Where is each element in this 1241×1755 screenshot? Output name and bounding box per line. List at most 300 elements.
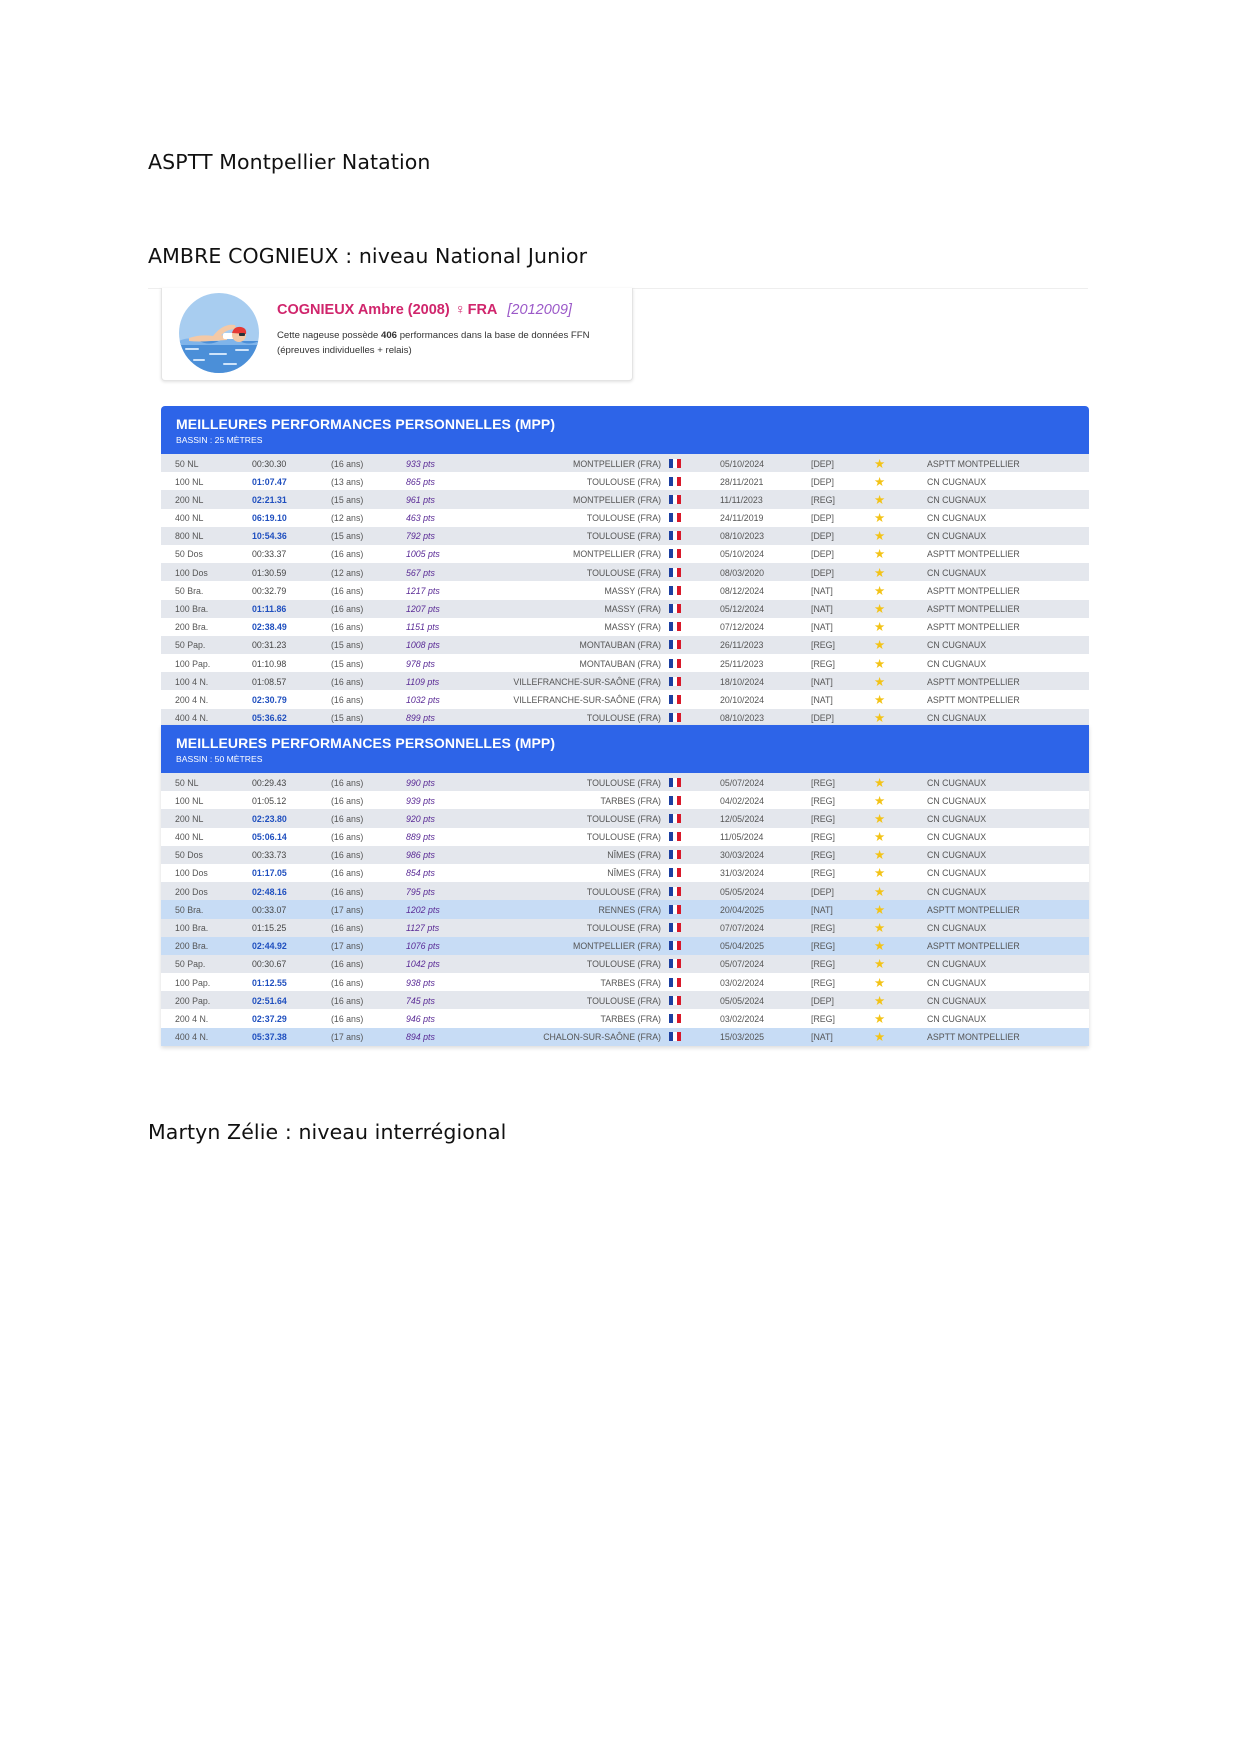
meet-city: RENNES (FRA) <box>598 904 661 915</box>
france-flag-icon <box>669 814 681 823</box>
swimmer-age: (16 ans) <box>331 850 364 861</box>
event-time[interactable]: 02:30.79 <box>252 694 287 705</box>
event-name: 200 4 N. <box>175 1013 209 1024</box>
meet-date: 07/12/2024 <box>720 622 765 633</box>
mpp-rows <box>161 773 1089 1046</box>
club-name: CN CUGNAUX <box>927 959 987 970</box>
swimmer-age: (17 ans) <box>331 941 364 952</box>
france-flag-icon <box>669 531 681 540</box>
performance-row[interactable] <box>161 937 1089 955</box>
meet-level: [REG] <box>811 977 835 988</box>
points: 939 pts <box>406 795 435 806</box>
performance-row[interactable] <box>161 1028 1089 1046</box>
france-flag-icon <box>669 495 681 504</box>
performance-row[interactable] <box>161 973 1089 991</box>
meet-city: MASSY (FRA) <box>604 585 661 596</box>
swimmer-age: (13 ans) <box>331 476 364 487</box>
meet-level: [DEP] <box>811 995 834 1006</box>
event-time[interactable]: 05:06.14 <box>252 832 287 843</box>
event-time[interactable]: 01:10.98 <box>252 658 287 669</box>
star-icon: ★ <box>874 529 886 544</box>
meet-city: NÎMES (FRA) <box>607 850 661 861</box>
club-name: CN CUGNAUX <box>927 886 987 897</box>
performance-row[interactable] <box>161 490 1089 508</box>
club-name: CN CUGNAUX <box>927 795 987 806</box>
meet-city: MASSY (FRA) <box>604 622 661 633</box>
points: 1032 pts <box>406 694 440 705</box>
event-time[interactable]: 02:38.49 <box>252 622 287 633</box>
event-time[interactable]: 02:21.31 <box>252 494 287 505</box>
meet-date: 05/12/2024 <box>720 604 765 614</box>
star-icon: ★ <box>874 993 886 1008</box>
performance-row[interactable] <box>161 509 1089 527</box>
pool-size: BASSIN : 25 MÈTRES <box>176 435 263 445</box>
meet-city: TOULOUSE (FRA) <box>586 567 661 578</box>
event-name: 100 Dos <box>175 868 208 879</box>
event-time[interactable]: 02:48.16 <box>252 886 287 897</box>
meet-city: MONTPELLIER (FRA) <box>573 494 661 505</box>
star-icon: ★ <box>874 775 886 790</box>
event-name: 100 NL <box>175 795 204 806</box>
club-name: CN CUGNAUX <box>927 923 987 933</box>
meet-level: [NAT] <box>811 1032 833 1043</box>
event-name: 100 Pap. <box>175 977 211 988</box>
star-icon: ★ <box>874 848 886 863</box>
meet-date: 28/11/2021 <box>720 476 764 487</box>
club-name: CN CUGNAUX <box>927 567 987 578</box>
points: 795 pts <box>406 886 435 897</box>
meet-level: [REG] <box>811 850 835 861</box>
france-flag-icon <box>669 850 681 859</box>
event-name: 50 NL <box>175 458 199 469</box>
event-name: 400 NL <box>175 513 204 524</box>
swimmer-age: (16 ans) <box>331 604 364 614</box>
points: 1005 pts <box>406 549 440 560</box>
event-name: 50 Dos <box>175 549 203 560</box>
france-flag-icon <box>669 778 681 787</box>
france-flag-icon <box>669 713 681 722</box>
event-name: 50 Bra. <box>175 585 204 596</box>
meet-date: 18/10/2024 <box>720 676 765 687</box>
meet-date: 11/05/2024 <box>720 832 764 843</box>
meet-level: [DEP] <box>811 549 834 560</box>
license-number: [2012009] <box>507 302 572 318</box>
performance-row[interactable] <box>161 882 1089 900</box>
event-name: 50 Pap. <box>175 640 206 651</box>
star-icon: ★ <box>874 456 886 471</box>
meet-city: TOULOUSE (FRA) <box>586 886 661 897</box>
meet-city: TOULOUSE (FRA) <box>586 531 661 542</box>
event-time[interactable]: 01:30.59 <box>252 567 287 578</box>
mpp-panel-25m <box>161 406 1089 727</box>
mpp-rows <box>161 454 1089 727</box>
points: 978 pts <box>406 658 435 669</box>
performance-row[interactable] <box>161 846 1089 864</box>
points: 986 pts <box>406 850 435 861</box>
swimmer-age: (15 ans) <box>331 713 364 724</box>
meet-city: MONTPELLIER (FRA) <box>573 941 661 952</box>
performance-row[interactable] <box>161 791 1089 809</box>
club-name: ASPTT MONTPELLIER <box>927 941 1020 952</box>
meet-date: 05/05/2024 <box>720 886 765 897</box>
mpp-title: MEILLEURES PERFORMANCES PERSONNELLES (MPP) <box>176 416 556 432</box>
swimmer-heading: AMBRE COGNIEUX : niveau National Junior <box>148 244 588 268</box>
event-name: 100 4 N. <box>175 676 209 687</box>
club-name: CN CUGNAUX <box>927 777 987 788</box>
swimmer-age: (16 ans) <box>331 813 364 824</box>
france-flag-icon <box>669 513 681 522</box>
meet-city: TOULOUSE (FRA) <box>586 713 661 724</box>
performance-row[interactable] <box>161 563 1089 581</box>
event-time[interactable]: 00:31.23 <box>252 640 287 651</box>
france-flag-icon <box>669 832 681 841</box>
swimmer-age: (15 ans) <box>331 658 364 669</box>
points: 567 pts <box>406 567 435 578</box>
performance-row[interactable] <box>161 454 1089 472</box>
mpp-panel-50m <box>161 725 1089 1046</box>
club-name: CN CUGNAUX <box>927 640 987 651</box>
france-flag-icon <box>669 868 681 877</box>
meet-date: 05/07/2024 <box>720 959 765 970</box>
swimmer-avatar-icon <box>179 293 259 373</box>
performance-row[interactable] <box>161 991 1089 1009</box>
star-icon: ★ <box>874 866 886 881</box>
event-name: 100 Bra. <box>175 604 209 614</box>
france-flag-icon <box>669 604 681 613</box>
performance-row[interactable] <box>161 672 1089 690</box>
meet-level: [DEP] <box>811 531 834 542</box>
club-name: CN CUGNAUX <box>927 513 987 524</box>
club-name: ASPTT MONTPELLIER <box>927 458 1020 469</box>
club-name: CN CUGNAUX <box>927 494 987 505</box>
event-time[interactable]: 00:33.73 <box>252 850 287 861</box>
star-icon: ★ <box>874 975 886 990</box>
points: 920 pts <box>406 813 435 824</box>
meet-level: [REG] <box>811 795 835 806</box>
club-name: ASPTT MONTPELLIER <box>927 604 1020 614</box>
star-icon: ★ <box>874 565 886 580</box>
meet-date: 08/03/2020 <box>720 567 765 578</box>
swimmer-age: (16 ans) <box>331 622 364 633</box>
swimmer-age: (12 ans) <box>331 513 364 524</box>
star-icon: ★ <box>874 656 886 671</box>
meet-level: [NAT] <box>811 694 833 705</box>
meet-level: [DEP] <box>811 458 834 469</box>
event-time[interactable]: 10:54.36 <box>252 531 287 542</box>
event-time[interactable]: 01:08.57 <box>252 676 287 687</box>
star-icon: ★ <box>874 583 886 598</box>
meet-level: [DEP] <box>811 713 834 724</box>
event-time[interactable]: 00:32.79 <box>252 585 287 596</box>
meet-level: [NAT] <box>811 622 833 633</box>
swimmer-name[interactable] <box>277 302 572 318</box>
meet-level: [REG] <box>811 494 835 505</box>
meet-date: 12/05/2024 <box>720 813 765 824</box>
event-name: 100 NL <box>175 476 204 487</box>
star-icon: ★ <box>874 1030 886 1045</box>
event-name: 200 Bra. <box>175 622 209 633</box>
mpp-header <box>161 406 1089 454</box>
swimmer-age: (16 ans) <box>331 977 364 988</box>
nationality: FRA <box>467 302 498 318</box>
performance-row[interactable] <box>161 864 1089 882</box>
meet-city: VILLEFRANCHE-SUR-SAÔNE (FRA) <box>513 676 661 687</box>
swimmer-age: (17 ans) <box>331 1032 364 1043</box>
event-name: 100 Pap. <box>175 658 211 669</box>
meet-city: TARBES (FRA) <box>600 1013 661 1024</box>
swimmer-age: (16 ans) <box>331 959 364 970</box>
event-time[interactable]: 00:29.43 <box>252 777 287 788</box>
meet-city: TARBES (FRA) <box>600 977 661 988</box>
meet-date: 05/07/2024 <box>720 777 765 788</box>
points: 1207 pts <box>406 604 440 614</box>
meet-city: TOULOUSE (FRA) <box>586 832 661 843</box>
event-time[interactable]: 02:51.64 <box>252 995 287 1006</box>
meet-date: 30/03/2024 <box>720 850 765 861</box>
meet-level: [NAT] <box>811 585 833 596</box>
performance-row[interactable] <box>161 828 1089 846</box>
meet-date: 05/10/2024 <box>720 549 765 560</box>
event-name: 50 Dos <box>175 850 203 861</box>
points: 933 pts <box>406 458 435 469</box>
event-name: 50 NL <box>175 777 199 788</box>
points: 1109 pts <box>406 676 440 687</box>
performance-row[interactable] <box>161 773 1089 791</box>
swimmer-age: (16 ans) <box>331 585 364 596</box>
meet-city: MASSY (FRA) <box>604 604 661 614</box>
meet-city: TARBES (FRA) <box>600 795 661 806</box>
club-name: CN CUGNAUX <box>927 850 987 861</box>
club-name: ASPTT MONTPELLIER <box>927 694 1020 705</box>
event-name: 200 NL <box>175 813 204 824</box>
meet-date: 03/02/2024 <box>720 1013 765 1024</box>
france-flag-icon <box>669 796 681 805</box>
france-flag-icon <box>669 959 681 968</box>
performance-row[interactable] <box>161 545 1089 563</box>
meet-level: [REG] <box>811 640 835 651</box>
meet-date: 05/10/2024 <box>720 458 765 469</box>
meet-date: 11/11/2023 <box>720 494 763 505</box>
france-flag-icon <box>669 622 681 631</box>
meet-level: [REG] <box>811 658 835 669</box>
france-flag-icon <box>669 978 681 987</box>
meet-date: 26/11/2023 <box>720 640 764 651</box>
event-name: 200 Bra. <box>175 941 209 952</box>
meet-level: [NAT] <box>811 604 833 614</box>
meet-level: [DEP] <box>811 513 834 524</box>
meet-city: TOULOUSE (FRA) <box>586 813 661 824</box>
event-time[interactable]: 06:19.10 <box>252 513 287 524</box>
club-name: CN CUGNAUX <box>927 658 987 669</box>
swimmer-age: (16 ans) <box>331 777 364 788</box>
meet-level: [REG] <box>811 813 835 824</box>
meet-level: [REG] <box>811 777 835 788</box>
france-flag-icon <box>669 923 681 932</box>
event-name: 200 4 N. <box>175 694 209 705</box>
france-flag-icon <box>669 887 681 896</box>
meet-level: [REG] <box>811 941 835 952</box>
meet-city: TOULOUSE (FRA) <box>586 959 661 970</box>
meet-date: 15/03/2025 <box>720 1032 765 1043</box>
performance-count: 406 <box>381 330 398 341</box>
event-time[interactable]: 01:12.55 <box>252 977 287 988</box>
desc-suffix: performances dans la base de données FFN (épreuves individuelles + relais) <box>277 330 590 356</box>
event-name: 200 Dos <box>175 886 208 897</box>
meet-city: MONTAUBAN (FRA) <box>579 640 661 651</box>
swimmer-age: (12 ans) <box>331 567 364 578</box>
france-flag-icon <box>669 1032 681 1041</box>
points: 1042 pts <box>406 959 440 970</box>
star-icon: ★ <box>874 511 886 526</box>
meet-date: 05/04/2025 <box>720 941 765 952</box>
mpp-title: MEILLEURES PERFORMANCES PERSONNELLES (MPP) <box>176 735 556 751</box>
meet-city: TOULOUSE (FRA) <box>586 923 661 933</box>
performance-row[interactable] <box>161 654 1089 672</box>
meet-level: [REG] <box>811 1013 835 1024</box>
performance-row[interactable] <box>161 690 1089 708</box>
event-time[interactable]: 00:33.07 <box>252 904 287 915</box>
club-name: CN CUGNAUX <box>927 476 987 487</box>
meet-level: [DEP] <box>811 567 834 578</box>
meet-date: 08/12/2024 <box>720 585 765 596</box>
points: 792 pts <box>406 531 435 542</box>
swimmer-age: (16 ans) <box>331 995 364 1006</box>
pool-size: BASSIN : 50 MÈTRES <box>176 754 263 764</box>
meet-level: [DEP] <box>811 476 834 487</box>
event-time[interactable]: 05:36.62 <box>252 713 287 724</box>
event-time[interactable]: 01:15.25 <box>252 923 287 933</box>
swimmer-age: (15 ans) <box>331 494 364 505</box>
performance-row[interactable] <box>161 919 1089 937</box>
france-flag-icon <box>669 941 681 950</box>
club-name: ASPTT MONTPELLIER <box>927 585 1020 596</box>
performance-row[interactable] <box>161 900 1089 918</box>
meet-city: MONTPELLIER (FRA) <box>573 549 661 560</box>
star-icon: ★ <box>874 830 886 845</box>
event-time[interactable]: 00:33.37 <box>252 549 287 560</box>
meet-date: 03/02/2024 <box>720 977 765 988</box>
points: 1076 pts <box>406 941 440 952</box>
club-name: ASPTT MONTPELLIER <box>927 904 1020 915</box>
meet-city: TOULOUSE (FRA) <box>586 777 661 788</box>
france-flag-icon <box>669 568 681 577</box>
performance-row[interactable] <box>161 618 1089 636</box>
points: 990 pts <box>406 777 435 788</box>
swimmer-age: (16 ans) <box>331 1013 364 1024</box>
event-time[interactable]: 02:37.29 <box>252 1013 287 1024</box>
club-name: ASPTT MONTPELLIER <box>927 549 1020 560</box>
swimmer-name-text: COGNIEUX Ambre (2008) <box>277 302 450 318</box>
desc-prefix: Cette nageuse possède <box>277 330 379 341</box>
france-flag-icon <box>669 459 681 468</box>
club-name: CN CUGNAUX <box>927 832 987 843</box>
star-icon: ★ <box>874 957 886 972</box>
performance-row[interactable] <box>161 1009 1089 1027</box>
swimmer-age: (16 ans) <box>331 676 364 687</box>
mpp-header <box>161 725 1089 773</box>
meet-date: 07/07/2024 <box>720 923 765 933</box>
club-name: CN CUGNAUX <box>927 977 987 988</box>
event-time[interactable]: 05:37.38 <box>252 1032 287 1043</box>
performance-row[interactable] <box>161 581 1089 599</box>
performance-row[interactable] <box>161 636 1089 654</box>
france-flag-icon <box>669 549 681 558</box>
points: 889 pts <box>406 832 435 843</box>
meet-date: 08/10/2023 <box>720 531 765 542</box>
event-time[interactable]: 01:17.05 <box>252 868 287 879</box>
meet-city: TOULOUSE (FRA) <box>586 513 661 524</box>
meet-date: 24/11/2019 <box>720 513 764 524</box>
event-name: 200 NL <box>175 494 204 505</box>
performance-row[interactable] <box>161 809 1089 827</box>
female-icon: ♀ <box>454 302 466 318</box>
event-time[interactable]: 01:11.86 <box>252 604 287 614</box>
points: 745 pts <box>406 995 435 1006</box>
event-time[interactable]: 02:44.92 <box>252 941 287 952</box>
points: 463 pts <box>406 513 435 524</box>
swimmer-age: (15 ans) <box>331 640 364 651</box>
performance-row[interactable] <box>161 600 1089 618</box>
meet-city: TOULOUSE (FRA) <box>586 995 661 1006</box>
event-name: 400 4 N. <box>175 1032 209 1043</box>
points: 1127 pts <box>406 923 440 933</box>
event-name: 400 4 N. <box>175 713 209 724</box>
points: 854 pts <box>406 868 435 879</box>
meet-date: 04/02/2024 <box>720 795 765 806</box>
points: 865 pts <box>406 476 435 487</box>
event-name: 100 Dos <box>175 567 208 578</box>
club-name: ASPTT MONTPELLIER <box>927 1032 1020 1043</box>
swimmer-profile-card <box>161 288 633 381</box>
event-time[interactable]: 02:23.80 <box>252 813 287 824</box>
star-icon: ★ <box>874 811 886 826</box>
star-icon: ★ <box>874 884 886 899</box>
club-name: CN CUGNAUX <box>927 531 987 542</box>
swimmer-age: (15 ans) <box>331 531 364 542</box>
performance-row[interactable] <box>161 472 1089 490</box>
meet-level: [REG] <box>811 868 835 879</box>
event-time[interactable]: 01:05.12 <box>252 795 287 806</box>
meet-level: [DEP] <box>811 886 834 897</box>
event-name: 800 NL <box>175 531 204 542</box>
meet-level: [NAT] <box>811 676 833 687</box>
points: 899 pts <box>406 713 435 724</box>
event-time[interactable]: 00:30.30 <box>252 458 287 469</box>
france-flag-icon <box>669 996 681 1005</box>
club-name: CN CUGNAUX <box>927 1013 987 1024</box>
event-time[interactable]: 00:30.67 <box>252 959 287 970</box>
france-flag-icon <box>669 477 681 486</box>
star-icon: ★ <box>874 547 886 562</box>
france-flag-icon <box>669 695 681 704</box>
star-icon: ★ <box>874 638 886 653</box>
points: 1008 pts <box>406 640 440 651</box>
event-name: 200 Pap. <box>175 995 211 1006</box>
meet-level: [REG] <box>811 923 835 933</box>
star-icon: ★ <box>874 1011 886 1026</box>
performance-row[interactable] <box>161 955 1089 973</box>
performance-row[interactable] <box>161 527 1089 545</box>
swimmer-age: (16 ans) <box>331 832 364 843</box>
france-flag-icon <box>669 1014 681 1023</box>
swimmer-age: (16 ans) <box>331 886 364 897</box>
event-time[interactable]: 01:07.47 <box>252 476 287 487</box>
club-heading: ASPTT Montpellier Natation <box>148 150 431 174</box>
meet-date: 31/03/2024 <box>720 868 765 879</box>
event-name: 400 NL <box>175 832 204 843</box>
france-flag-icon <box>669 586 681 595</box>
france-flag-icon <box>669 640 681 649</box>
